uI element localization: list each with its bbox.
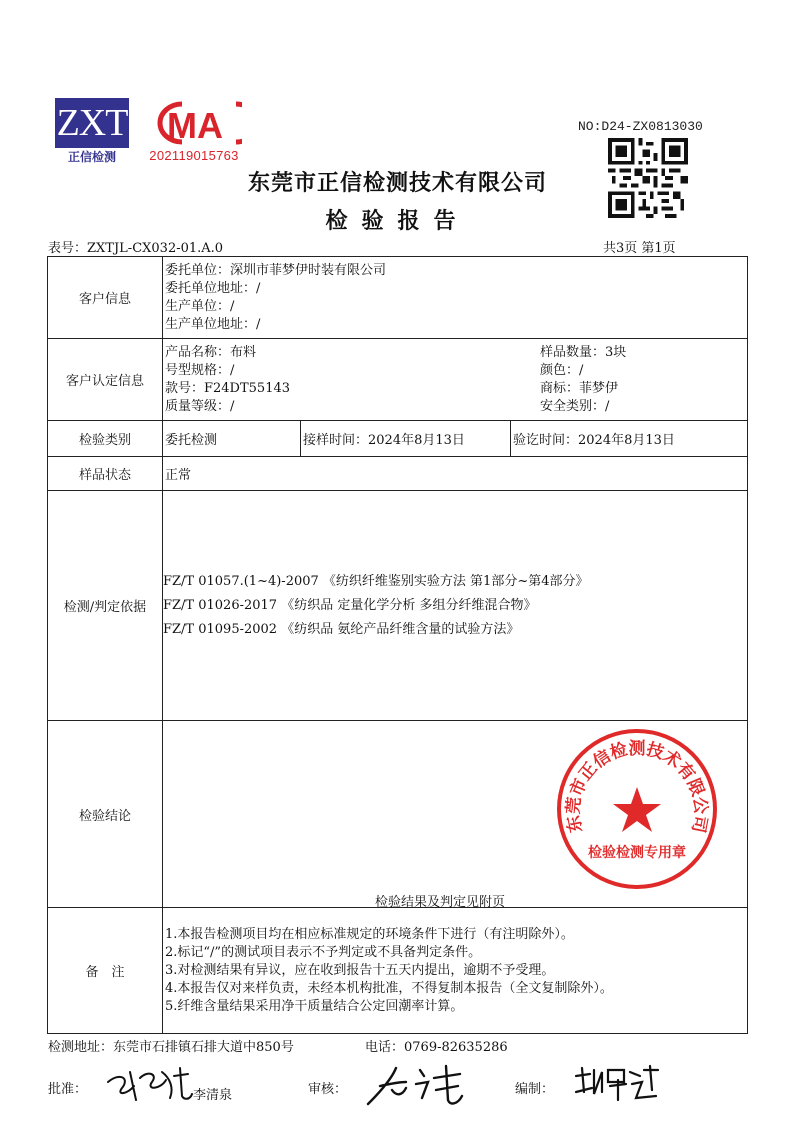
style-number: 款号：F24DT55143 <box>165 380 291 396</box>
note-line: 4.本报告仅对来样负责，未经本机构批准，不得复制本报告（全文复制除外）。 <box>165 980 613 996</box>
standard-line: FZ/T 01026-2017 《纺织品 定量化学分析 多组分纤维混合物》 <box>163 597 537 613</box>
editor-signature <box>572 1062 662 1104</box>
report-title: 检验报告 <box>325 209 470 234</box>
quality-grade: 质量等级：/ <box>165 398 235 414</box>
notes-label: 备 注 <box>48 908 163 1034</box>
sample-quantity: 样品数量：3块 <box>540 344 627 360</box>
basis-label: 检测/判定依据 <box>48 491 163 721</box>
received-date: 接样时间：2024年8月13日 <box>301 421 511 457</box>
page-info: 共3页 第1页 <box>603 241 676 256</box>
report-table <box>47 256 748 1034</box>
inspection-type-label: 检验类别 <box>48 421 163 457</box>
phone-number: 电话：0769-82635286 <box>365 1040 508 1055</box>
conclusion-text: 检验结果及判定见附页 <box>375 895 506 910</box>
sample-status-row <box>48 457 748 491</box>
inspection-type-row <box>48 421 748 457</box>
note-line: 3.对检测结果有异议，应在收到报告十五天内提出，逾期不予受理。 <box>165 962 555 978</box>
approver-name: 李清泉 <box>193 1088 233 1103</box>
note-line: 5.纤维含量结果采用净干质量结合公定回潮率计算。 <box>165 998 464 1014</box>
conclusion-row <box>48 721 748 908</box>
safety-category: 安全类别：/ <box>540 398 610 414</box>
note-line: 1.本报告检测项目均在相应标准规定的环境条件下进行（有注明除外）。 <box>165 926 574 942</box>
conclusion-label: 检验结论 <box>48 721 163 908</box>
size-spec: 号型规格：/ <box>165 362 235 378</box>
client-info-row <box>48 257 748 339</box>
standard-line: FZ/T 01095-2002 《纺织品 氨纶产品纤维含量的试验方法》 <box>163 621 520 637</box>
notes-row <box>48 908 748 1034</box>
zxt-logo <box>55 98 129 166</box>
completed-date: 验讫时间：2024年8月13日 <box>511 421 748 457</box>
seal-star-icon <box>613 787 661 832</box>
seal-arc-text: 东莞市正信检测技术有限公司 <box>563 738 711 835</box>
cma-logo-text: MA <box>167 105 223 146</box>
cma-logo <box>142 98 242 166</box>
edit-label: 编制： <box>515 1082 555 1097</box>
company-seal <box>555 727 719 891</box>
client-info-line: 生产单位地址：/ <box>165 316 261 332</box>
sample-status-label: 样品状态 <box>48 457 163 491</box>
review-label: 审核： <box>308 1082 348 1097</box>
test-address: 检测地址：东莞市石排镇石排大道中850号 <box>48 1040 294 1055</box>
basis-cell <box>163 491 748 721</box>
color: 颜色：/ <box>540 362 584 378</box>
notes-cell <box>163 908 748 1034</box>
trademark: 商标：菲梦伊 <box>540 380 619 396</box>
approver-signature <box>100 1060 195 1108</box>
zxt-logo-mark: ZXT <box>55 98 129 148</box>
inspection-type-value: 委托检测 <box>163 421 301 457</box>
conclusion-cell <box>163 721 748 908</box>
company-name: 东莞市正信检测技术有限公司 <box>247 171 547 196</box>
client-info-line: 委托单位地址：/ <box>165 280 261 296</box>
client-confirm-cell <box>163 339 748 421</box>
reviewer-signature <box>362 1060 472 1110</box>
client-info-cell <box>163 257 748 339</box>
report-number: NO:D24-ZX0813030 <box>578 119 703 134</box>
client-confirm-label: 客户认定信息 <box>48 339 163 421</box>
approve-label: 批准： <box>48 1082 88 1097</box>
sample-status-value: 正常 <box>163 457 748 491</box>
client-info-label: 客户信息 <box>48 257 163 339</box>
note-line: 2.标记“/”的测试项目表示不予判定或不具备判定条件。 <box>165 944 482 960</box>
client-info-line: 委托单位：深圳市菲梦伊时装有限公司 <box>165 262 387 278</box>
cma-logo-mark <box>142 98 242 148</box>
cma-cert-number: 202119015763 <box>149 148 239 163</box>
seal-bottom-text: 检验检测专用章 <box>588 845 686 861</box>
form-number: 表号：ZXTJL-CX032-01.A.0 <box>48 241 224 256</box>
basis-row <box>48 491 748 721</box>
client-info-line: 生产单位：/ <box>165 298 235 314</box>
product-name: 产品名称：布料 <box>165 344 257 360</box>
standard-line: FZ/T 01057.(1~4)-2007 《纺织纤维鉴别实验方法 第1部分~第4部分》 <box>163 573 589 589</box>
client-confirm-row <box>48 339 748 421</box>
zxt-logo-caption: 正信检测 <box>67 150 116 164</box>
